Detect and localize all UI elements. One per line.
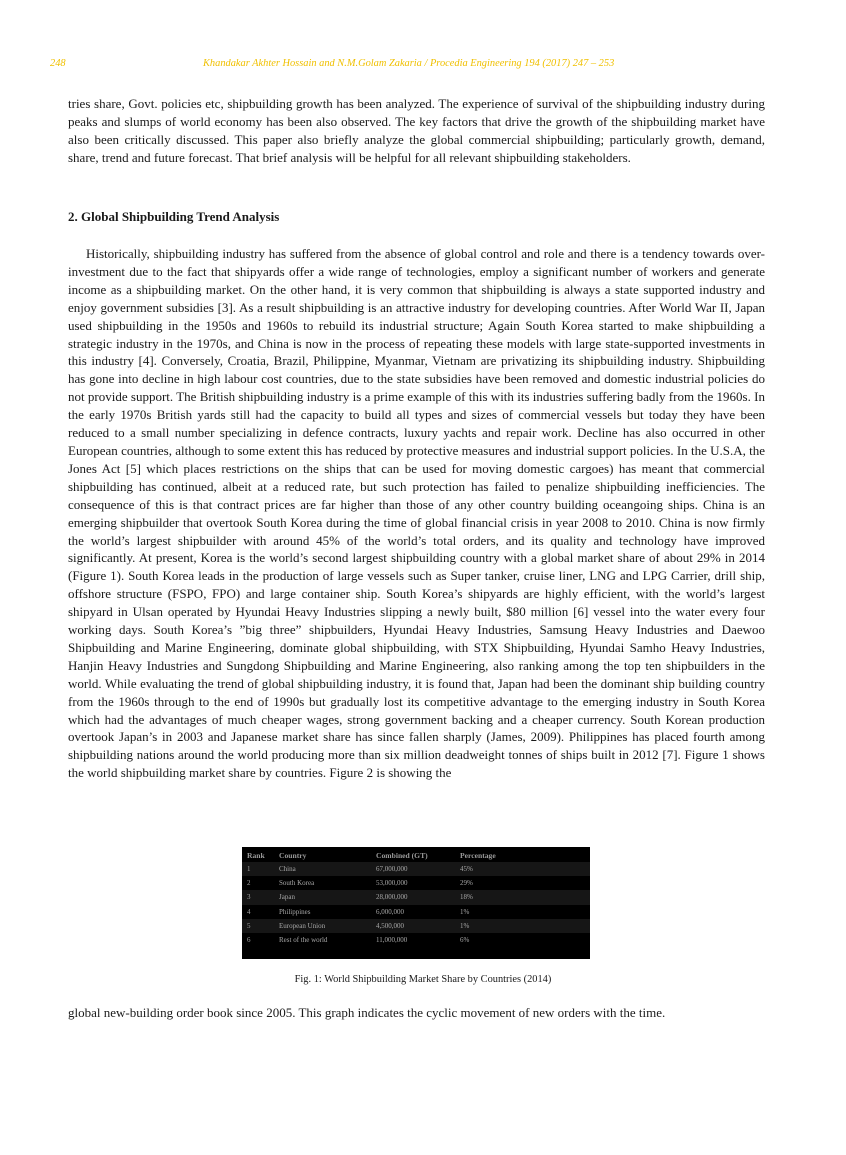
paragraph-intro-continued: tries share, Govt. policies etc, shipbuilding growth has been analyzed. The experience of survival of the shipbuilding industry during peaks and slumps of world economy has been also observed. The key factors that drive the growth of the shipbuilding market have also been critically discussed. This paper also briefly analyze the global commercial shipbuilding; particularly growth, demand, share, trend and future forecast. That brief analysis will be helpful for all relevant shipbuilding stakeholders. xyxy=(68,96,765,165)
running-title: Khandakar Akhter Hossain and N.M.Golam Zakaria / Procedia Engineering 194 (2017) 247 – 253 xyxy=(203,58,615,69)
cell-combined: 67,000,000 xyxy=(376,862,460,876)
table-row xyxy=(242,890,590,904)
market-share-table xyxy=(242,849,590,947)
header-percentage: Percentage xyxy=(460,851,496,860)
header-rank: Rank xyxy=(247,851,265,860)
cell-combined: 11,000,000 xyxy=(376,936,408,945)
cell-rank: 3 xyxy=(242,890,279,904)
figure-1-market-share-table xyxy=(242,847,590,959)
cell-combined: 4,500,000 xyxy=(376,919,460,933)
cell-percentage: 45% xyxy=(460,862,590,876)
cell-rank: 5 xyxy=(242,919,279,933)
table-row xyxy=(242,876,590,890)
cell-percentage: 29% xyxy=(460,879,473,888)
figure-1-caption: Fig. 1: World Shipbuilding Market Share by Countries (2014) xyxy=(294,974,552,985)
cell-combined: 6,000,000 xyxy=(376,907,404,916)
header-combined: Combined (GT) xyxy=(376,851,428,860)
cell-rank: 1 xyxy=(242,862,279,876)
cell-combined: 28,000,000 xyxy=(376,890,460,904)
table-row xyxy=(242,905,590,919)
cell-percentage: 6% xyxy=(460,936,470,945)
cell-country: China xyxy=(279,862,376,876)
cell-percentage: 1% xyxy=(460,919,590,933)
cell-rank: 4 xyxy=(247,907,251,916)
page-number: 248 xyxy=(50,58,66,69)
table-header-row xyxy=(242,849,590,862)
running-header xyxy=(50,58,750,74)
table-row xyxy=(242,862,590,876)
section-heading: 2. Global Shipbuilding Trend Analysis xyxy=(68,209,280,224)
cell-percentage: 1% xyxy=(460,907,470,916)
cell-country: South Korea xyxy=(279,879,315,888)
cell-country: Japan xyxy=(279,890,376,904)
cell-country: European Union xyxy=(279,919,376,933)
table-row xyxy=(242,933,590,947)
cell-combined: 53,000,000 xyxy=(376,879,408,888)
header-country: Country xyxy=(279,851,307,860)
cell-country: Rest of the world xyxy=(279,936,328,945)
cell-country: Philippines xyxy=(279,907,311,916)
cell-percentage: 18% xyxy=(460,890,590,904)
cell-rank: 2 xyxy=(247,879,251,888)
cell-rank: 6 xyxy=(247,936,251,945)
paragraph-trend-analysis: Historically, shipbuilding industry has suffered from the absence of global control and role and there is a tendency towards over-investment due to the fact that shipyards offer a wide range of technologies, employ a significant number of workers and generate income as a shipbuilding market. On the other hand, it is very common that shipbuilding is always a state supported industry and enjoy government subsidies [3]. As a result shipbuilding is an attractive industry for developing countries. After World War II, Japan used shipbuilding in the 1950s and 1960s to rebuild its industrial structure; Again South Korea started to make shipbuilding a strategic industry in the 1970s, and China is now in the process of repeating these models with large state-supported investments in this industry [4]. Conversely, Croatia, Brazil, Philippine, Myanmar, Vietnam are privatizing its shipbuilding industry. Shipbuilding has gone into decline in high labour cost countries, due to the state subsidies have been removed and domestic industrial policies do not provide support. The British shipbuilding industry is a prime example of this with its industries suffering badly from the 1960s. In the early 1970s British yards still had the capacity to build all types and sizes of commercial vessels but today they have been reduced to a small number specializing in defence contracts, luxury yachts and repair work. Decline has also occurred in other European countries, although to some extent this has reduced by protective measures and industrial support policies. In the U.S.A, the Jones Act [5] which places restrictions on the ships that can be used for moving domestic cargoes) has meant that commercial shipbuilding has continued, albeit at a reduced rate, but such protection has failed to penalize shipbuilding inefficiencies. The consequence of this is that contract prices are far higher than those of any other country building oceangoing ships. China is an emerging shipbuilder that overtook South Korea during the time of global financial crisis in year 2008 to 2010. China is now firmly the world’s largest shipbuilder with around 45% of the world’s total orders, and its quality and technology have improved significantly. At present, Korea is the world’s second largest shipbuilding country with a global market share of about 29% in 2014 (Figure 1). South Korea leads in the production of large vessels such as Super tanker, cruise liner, LNG and LPG Carrier, drill ship, offshore structure (FSPO, FPO) and large container ship. South Korea’s shipyards are highly efficient, with the world’s largest shipyard in Ulsan operated by Hyundai Heavy Industries slipping a newly built, $80 million [6] vessel into the water every four working days. South Korea’s ”big three” shipbuilders, Hyundai Heavy Industries, Samsung Heavy Industries and Daewoo Shipbuilding and Marine Engineering, dominate global shipbuilding, with STX Shipbuilding, Hyundai Samho Heavy Industries, Hanjin Heavy Industries and Sungdong Shipbuilding and Marine Engineering, also ranking among the top ten shipbuilders in the world. While evaluating the trend of global shipbuilding industry, it is found that, Japan had been the dominant ship building country from the 1960s through to the end of 1990s but gradually lost its competitive advantage to the emerging industry in South Korea which had the advantages of much cheaper wages, strong government backing and a cheaper currency. South Korean production overtook Japan’s in 2003 and Japanese market share has since fallen sharply (James, 2009). Philippines has placed fourth among shipbuilding nations around the world producing more than six million deadweight tonnes of ships built in 2012 [7]. Figure 1 shows the world shipbuilding market share by countries. Figure 2 is showing the xyxy=(68,246,765,781)
table-row xyxy=(242,919,590,933)
paragraph-order-book: global new-building order book since 2005. This graph indicates the cyclic movement of new orders with the time. xyxy=(68,1005,666,1020)
